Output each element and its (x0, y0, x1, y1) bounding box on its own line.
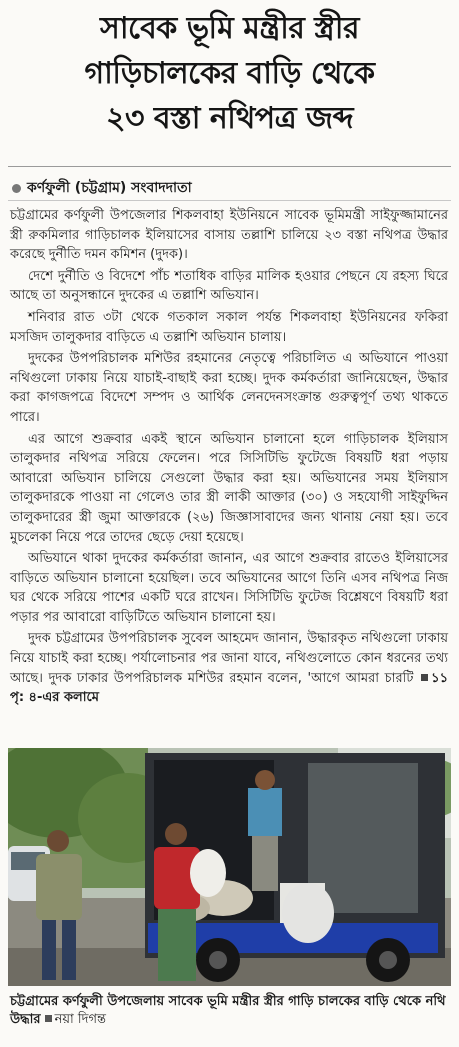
photo-caption (10, 993, 450, 1029)
paragraph: এর আগে শুক্রবার একই স্থানে অভিযান চালানো হলে গাড়িচালক ইলিয়াস তালুকদার নথিপত্র সরিয়ে ফেলেন। পরে সিসিটিভি ফুটেজে বিষয়টি ধরা পড়ায় আবারো অভিযান চালিয়ে সেগুলো উদ্ধার করা হয়। অভিযানের সময় ইলিয়াস তালুকদারকে পাওয়া না গেলেও তার স্ত্রী লাকী আক্তার (৩০) ও সহযোগী সাইফুদ্দিন তালুকদারের স্ত্রী জুমা আক্তারকে (২৬) জিজ্ঞাসাবাদের জন্য থানায় নেয়া হয়। তবে মুচলেকা নিয়ে পরে তাদের ছেড়ে দেয়া হয়েছে। (10, 431, 448, 545)
byline-text: কর্ণফুলী (চট্টগ্রাম) সংবাদদাতা (27, 180, 192, 196)
bullet-dot-icon (12, 184, 21, 193)
paragraph: দেশে দুর্নীতি ও বিদেশে পাঁচ শতাধিক বাড়ির মালিক হওয়ার পেছনে যে রহস্য ঘিরে আছে তা অনুসন্ধানে দুদকের এ তল্লাশি অভিযান। (10, 268, 448, 304)
headline-line-1: সাবেক ভূমি মন্ত্রীর স্ত্রীর (100, 11, 359, 46)
headline (4, 6, 455, 141)
photo-credit: নয়া দিগন্ত (54, 1012, 106, 1027)
square-bullet-icon (421, 674, 428, 681)
paragraph: চট্টগ্রামের কর্ণফুলী উপজেলার শিকলবাহা ইউনিয়নে সাবেক ভূমিমন্ত্রী সাইফুজ্জামানের স্ত্রী রুকমিলার গাড়িচালক ইলিয়াসের বাসায় তল্লাশি চালিয়ে ২৩ বস্তা নথিপত্র উদ্ধার করেছে দুর্নীতি দমন কমিশন (দুদক)। (10, 208, 448, 263)
caption-text: চট্টগ্রামের কর্ণফুলী উপজেলায় সাবেক ভূমি মন্ত্রীর স্ত্রীর গাড়ি চালকের বাড়ি থেকে নথি উদ্ধার (10, 994, 446, 1027)
headline-line-2: গাড়িচালকের বাড়ি থেকে (84, 56, 375, 91)
paragraph-text: দুদক চট্টগ্রামের উপপরিচালক সুবেল আহমেদ জানান, উদ্ধারকৃত নথিগুলো ঢাকায় নিয়ে যাচাই করা হচ্ছে। পর্যালোচনার পর জানা যাবে, নথিগুলোতে কোন ধরনের তথ্য আছে। দুদক ঢাকার উপপরিচালক মশিউর রহমান বলেন, 'আগে আমরা চারটি (10, 631, 448, 686)
byline (12, 176, 192, 200)
divider (8, 166, 451, 167)
divider (8, 200, 451, 201)
paragraph: শনিবার রাত ৩টা থেকে গতকাল সকাল পর্যন্ত শিকলবাহা ইউনিয়নের ফকিরা মসজিদ তালুকদার বাড়িতে এ তল্লাশি অভিযান চালায়। (10, 309, 448, 345)
paragraph: অভিযানে থাকা দুদকের কর্মকর্তারা জানান, এর আগে শুক্রবার রাতেও ইলিয়াসের বাড়িতে অভিযান চালানো হয়েছিল। তবে অভিযানের আগে তিনি এসব নথিপত্র নিজ ঘর থেকে সরিয়ে পাশের একটি ঘরে রাখেন। সিসিটিভি ফুটেজ বিশ্লেষণে বিষয়টি ধরা পড়ার পর আবারো বাড়িটিতে অভিযান চালানো হয়। (10, 551, 448, 625)
continuation-text: ১১ পৃ: ৪-এর কলামে (10, 670, 449, 706)
paragraph-last (10, 629, 448, 707)
square-bullet-icon (45, 1015, 52, 1022)
article-body (10, 206, 448, 710)
news-photo (8, 748, 451, 986)
paragraph: দুদকের উপপরিচালক মশিউর রহমানের নেতৃত্বে পরিচালিত এ অভিযানে পাওয়া নথিগুলো ঢাকায় নিয়ে যাচাই-বাছাই করা হচ্ছে। দুদক কর্মকর্তারা জানিয়েছেন, উদ্ধার করা কাগজপত্রে বিদেশে সম্পদ ও আর্থিক লেনদেনসংক্রান্ত গুরুত্বপূর্ণ তথ্য থাকতে পারে। (10, 351, 448, 425)
photo-illustration (8, 748, 451, 986)
headline-line-3: ২৩ বস্তা নথিপত্র জব্দ (105, 101, 354, 136)
